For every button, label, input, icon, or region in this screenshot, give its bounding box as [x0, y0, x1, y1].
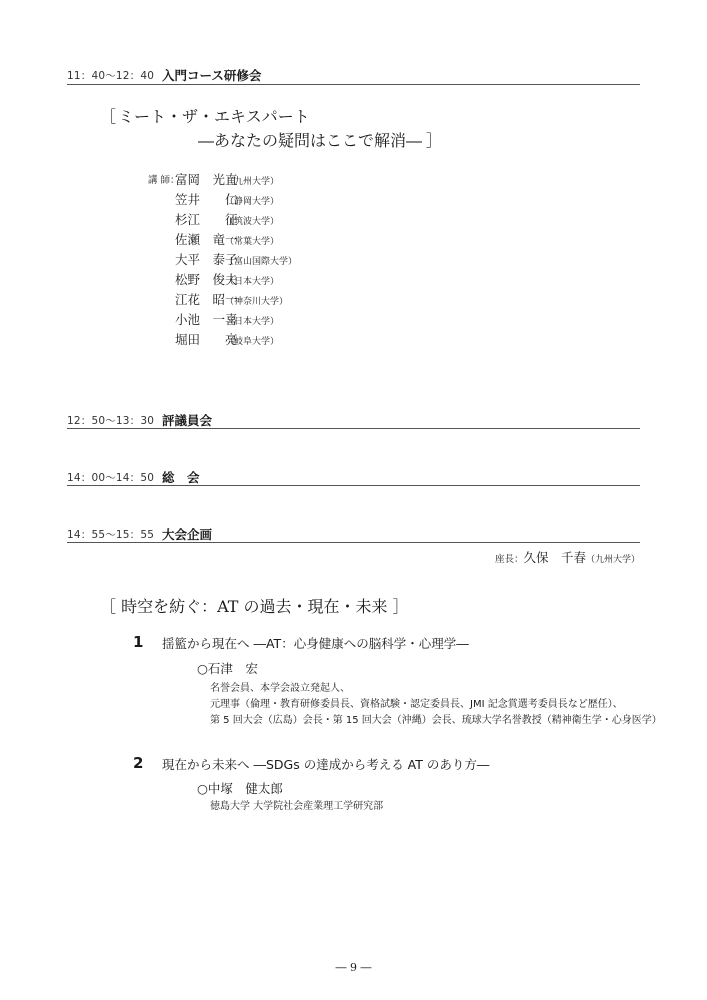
section-time-intro-course: 11：40～12：40 — [67, 70, 155, 82]
lecturer-name: 江花 昭一 — [175, 292, 238, 307]
lecturer-affiliation: （岐阜大学） — [225, 337, 280, 347]
section-divider — [67, 542, 640, 543]
chair-name: 久保 千春 — [523, 550, 586, 565]
lecturer-name: 小池 一喜 — [175, 312, 238, 327]
lecturer-item — [175, 289, 288, 309]
talk-speaker: ○石津 宏 — [197, 661, 258, 676]
lecturer-affiliation: （富山国際大学） — [225, 257, 298, 267]
lecturer-affiliation: （神奈川大学） — [225, 297, 289, 307]
talk-career — [210, 799, 383, 815]
section-title-council: 評議員会 — [162, 413, 213, 428]
section-time-general-meeting: 14：00～14：50 — [67, 472, 155, 484]
lecturer-name: 松野 俊夫 — [175, 272, 238, 287]
lecturer-name: 佐瀬 竜一 — [175, 232, 238, 247]
chair-line — [495, 547, 640, 566]
section-time-council: 12：50～13：30 — [67, 415, 155, 427]
lecturer-item — [175, 329, 279, 349]
section-divider — [67, 84, 640, 85]
lecturer-item — [175, 209, 279, 229]
lecturer-affiliation: （日本大学） — [225, 277, 280, 287]
lecturer-item — [175, 309, 279, 329]
lecturer-item — [175, 249, 297, 269]
section-divider — [67, 485, 640, 486]
lecturer-name: 大平 泰子 — [175, 252, 238, 267]
lecturer-affiliation: （日本大学） — [225, 317, 280, 327]
lecturer-affiliation: （九州大学） — [225, 177, 280, 187]
talk-speaker: ○中塚 健太郎 — [197, 781, 283, 796]
bracket-open: ［ — [100, 107, 117, 126]
intro-title-text1: ミート・ザ・エキスパート — [118, 107, 310, 126]
career-line: 第 5 回大会（広島）会長・第 15 回大会（沖縄）会長、琉球大学名誉教授（精神衛生学・心身医学） — [210, 715, 662, 726]
talk-title: 現在から未来へ ―SDGs の達成から考える AT のあり方― — [162, 757, 490, 772]
lecturer-name: 笠井 仁 — [175, 192, 238, 207]
lecturer-name: 杉江 征 — [175, 212, 238, 227]
section-divider — [67, 428, 640, 429]
career-line: 元理事（倫理・教育研修委員長、資格試験・認定委員長、JMI 記念賞選考委員長など歴任）、 — [210, 699, 623, 710]
career-line: 名誉会員、本学会設立発起人、 — [210, 683, 350, 694]
lecturer-name: 堀田 亮 — [175, 332, 238, 347]
lecturer-item — [175, 189, 279, 209]
lecturer-item — [175, 229, 279, 249]
section-title-intro-course: 入門コース研修会 — [162, 68, 262, 83]
lecturer-item — [175, 269, 279, 289]
intro-title-line2 — [198, 128, 442, 151]
talk-number: 1 — [133, 633, 144, 651]
career-line: 徳島大学 大学院社会産業理工学研究部 — [210, 801, 384, 812]
page-number: ― 9 ― — [335, 961, 372, 974]
lecturer-affiliation: （常葉大学） — [225, 237, 280, 247]
section-time-symposium: 14：55～15：55 — [67, 529, 155, 541]
intro-title-line1 — [100, 104, 310, 127]
chair-affiliation: （九州大学） — [585, 555, 640, 565]
lecturer-item — [175, 169, 279, 189]
lecturer-affiliation: （筑波大学） — [225, 217, 280, 227]
talk-title: 揺籃から現在へ ―AT：心身健康への脳科学・心理学― — [162, 636, 469, 651]
section-title-symposium: 大会企画 — [162, 527, 213, 542]
symposium-title: ［ 時空を紡ぐ：AT の過去・現在・未来 ］ — [100, 597, 409, 616]
lecturer-affiliation: （静岡大学） — [225, 197, 280, 207]
talk-career — [210, 681, 662, 729]
bracket-close: ］ — [426, 131, 443, 150]
chair-label: 座長： — [494, 554, 524, 565]
section-title-general-meeting: 総 会 — [162, 470, 200, 485]
talk-number: 2 — [133, 754, 144, 772]
lecturer-name: 富岡 光直 — [175, 172, 238, 187]
lecturer-label: 講 師： — [148, 175, 180, 186]
intro-title-text2: ―あなたの疑問はここで解消― — [198, 131, 423, 150]
